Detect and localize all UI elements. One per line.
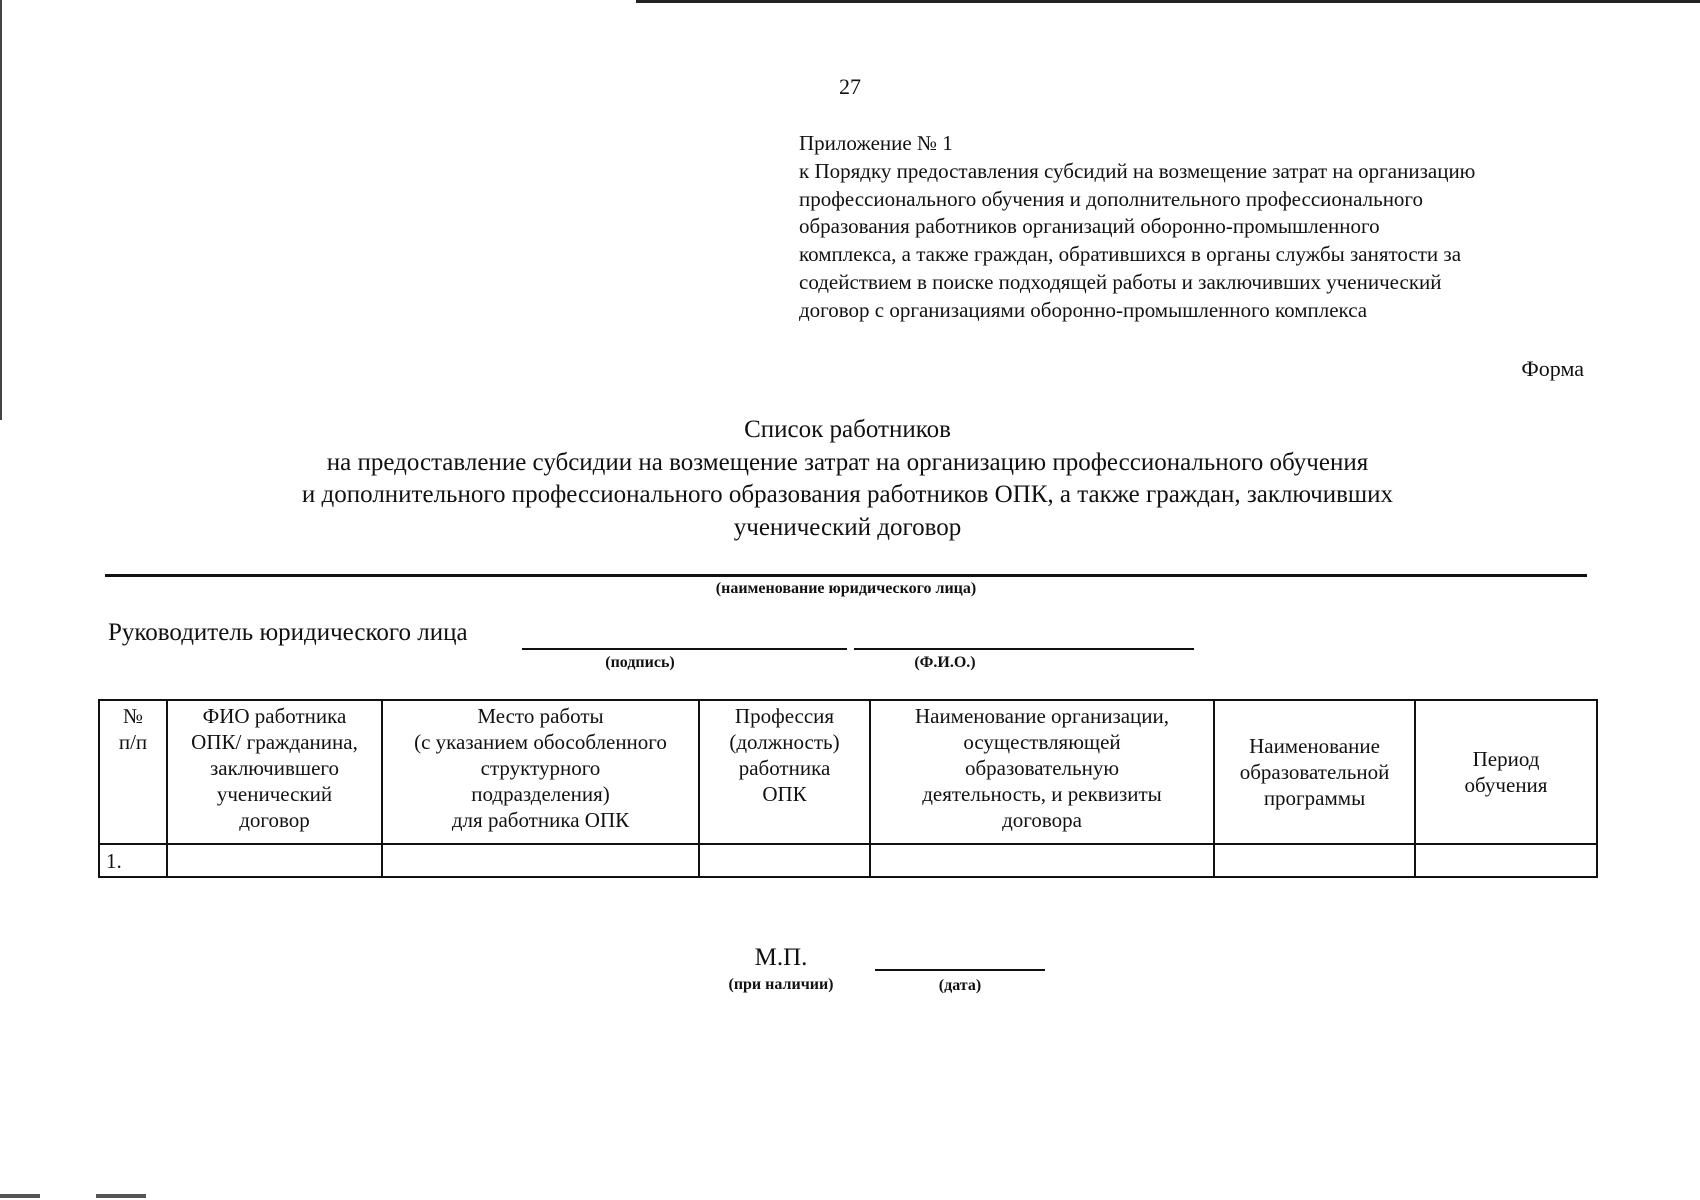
column-header-number: № п/п <box>99 700 167 844</box>
table-cell-period[interactable] <box>1415 844 1597 877</box>
title-line: Список работников <box>744 416 951 443</box>
column-header-program: Наименование образовательной программы <box>1214 700 1415 844</box>
table-cell-program[interactable] <box>1214 844 1415 877</box>
column-header-full-name: ФИО работника ОПК/ гражданина, заключившего ученический договор <box>167 700 382 844</box>
full-name-line[interactable] <box>854 648 1194 650</box>
column-header-profession: Профессия (должность) работника ОПК <box>699 700 870 844</box>
table-cell-profession[interactable] <box>699 844 870 877</box>
title-line: и дополнительного профессионального образования работников ОПК, а также граждан, заключивших <box>301 481 1394 508</box>
entity-name-line[interactable] <box>105 574 1587 577</box>
signature-caption: (подпись) <box>605 654 675 671</box>
scan-top-border <box>636 0 1700 3</box>
appendix-line: образования работников организаций оборонно-промышленного <box>799 214 1380 239</box>
page-number: 27 <box>839 74 861 99</box>
date-line[interactable] <box>875 969 1045 971</box>
appendix-block <box>799 130 1599 325</box>
stamp-caption: (при наличии) <box>728 976 834 993</box>
signature-line[interactable] <box>522 648 847 650</box>
appendix-line: к Порядку предоставления субсидий на возмещение затрат на организацию <box>799 158 1476 183</box>
table-cell-workplace[interactable] <box>382 844 699 877</box>
column-header-workplace: Место работы (с указанием обособленного структурного подразделения) для работника ОПК <box>382 700 699 844</box>
title-line: на предоставление субсидии на возмещение затрат на организацию профессионального обучения <box>326 448 1369 476</box>
scan-bottom-mark <box>0 1194 40 1198</box>
scan-left-border <box>0 0 2 420</box>
table-row <box>99 844 1597 877</box>
appendix-line: профессионального обучения и дополнительного профессионального <box>799 186 1424 211</box>
appendix-line: договор с организациями оборонно-промышленного комплекса <box>799 297 1368 322</box>
table-cell-full-name[interactable] <box>167 844 382 877</box>
title-line: ученический договор <box>733 513 962 541</box>
appendix-line: Приложение № 1 <box>799 131 953 155</box>
stamp-label: М.П. <box>754 944 808 971</box>
entity-name-caption: (наименование юридического лица) <box>715 580 977 597</box>
appendix-line: содействием в поиске подходящей работы и заключивших ученический <box>799 269 1442 294</box>
column-header-period: Период обучения <box>1415 700 1597 844</box>
column-header-organization: Наименование организации, осуществляющей образовательную деятельность, и реквизиты договора <box>870 700 1214 844</box>
form-label: Форма <box>1521 356 1584 381</box>
table-cell-organization[interactable] <box>870 844 1214 877</box>
table-cell-number: 1. <box>99 844 167 877</box>
table-header-row <box>99 700 1597 844</box>
head-label: Руководитель юридического лица <box>108 619 468 646</box>
appendix-line: комплекса, а также граждан, обратившихся в органы службы занятости за <box>799 242 1462 267</box>
full-name-caption: (Ф.И.О.) <box>914 654 976 671</box>
scan-bottom-mark <box>96 1194 146 1198</box>
workers-table <box>98 699 1598 878</box>
document-title <box>100 414 1595 544</box>
date-caption: (дата) <box>938 977 982 994</box>
